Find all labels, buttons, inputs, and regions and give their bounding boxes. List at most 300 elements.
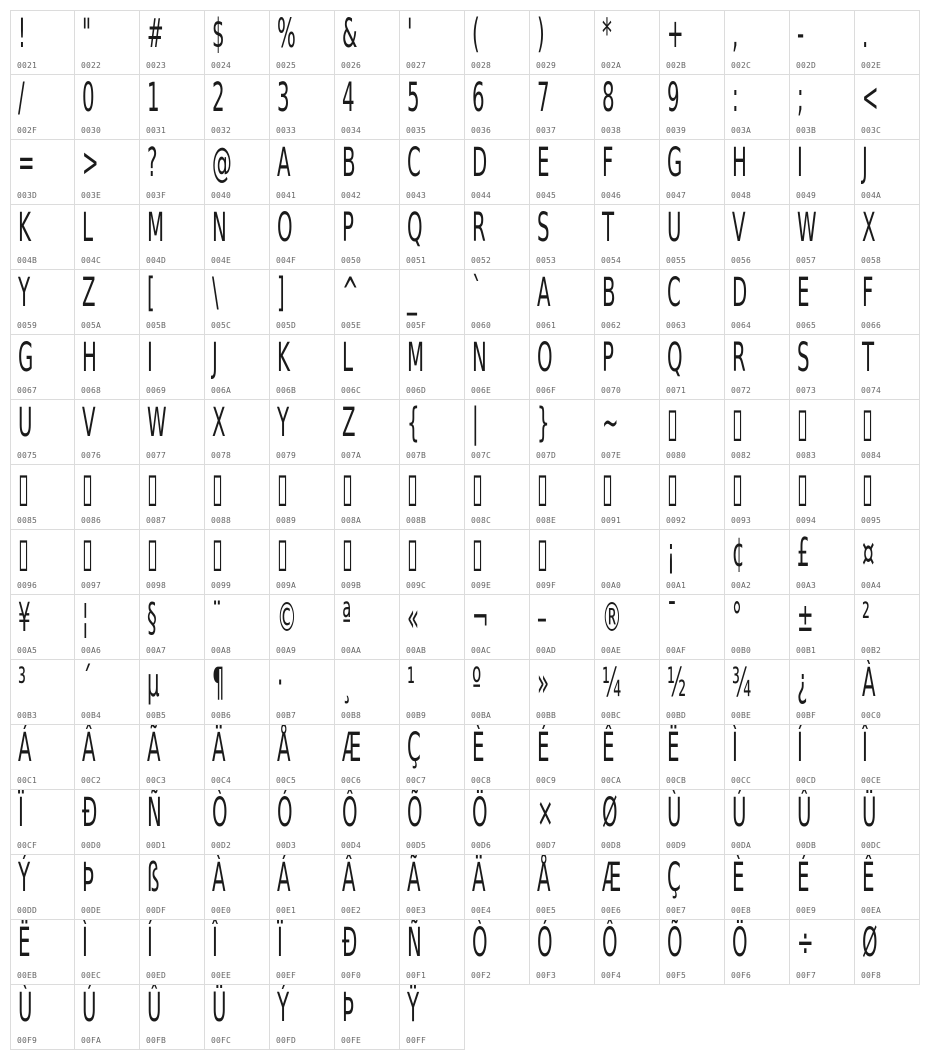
glyph-character: U <box>18 400 33 446</box>
glyph-cell <box>465 920 530 985</box>
glyph-code: 005C <box>211 321 232 330</box>
glyph-code: 00C2 <box>81 776 102 785</box>
glyph-character: $ <box>212 11 225 57</box>
glyph-cell <box>270 140 335 205</box>
glyph-character: " <box>82 11 92 57</box>
glyph-character: · <box>277 660 284 706</box>
glyph-code: 0042 <box>341 191 362 200</box>
glyph-character: O <box>277 205 293 251</box>
glyph-cell <box>790 660 855 725</box>
glyph-character: [ <box>147 270 155 316</box>
glyph-character: Ô <box>602 920 618 966</box>
glyph-code: 0070 <box>601 386 622 395</box>
glyph-cell <box>465 790 530 855</box>
glyph-character: ¤ <box>862 530 875 576</box>
glyph-character: ~ <box>602 400 619 446</box>
glyph-character: V <box>82 400 96 446</box>
glyph-character: Ä <box>472 855 486 901</box>
glyph-code: 0077 <box>146 451 167 460</box>
glyph-cell <box>10 855 75 920</box>
glyph-cell <box>530 790 595 855</box>
glyph-cell <box>725 270 790 335</box>
glyph-character: \ <box>212 270 219 316</box>
glyph-character: Ó <box>277 790 293 836</box>
glyph-cell <box>335 335 400 400</box>
glyph-code: 00EB <box>17 971 38 980</box>
glyph-character: Å <box>277 725 291 771</box>
glyph-code: 00A8 <box>211 646 232 655</box>
glyph-cell <box>140 660 205 725</box>
glyph-cell <box>465 855 530 920</box>
glyph-character: Ø <box>862 920 878 966</box>
glyph-code: 0043 <box>406 191 427 200</box>
glyph-code: 0092 <box>666 516 687 525</box>
glyph-character: Ù <box>667 790 682 836</box>
glyph-cell <box>790 270 855 335</box>
glyph-character: 6 <box>472 75 485 121</box>
glyph-code: 00D5 <box>406 841 427 850</box>
glyph-cell <box>595 725 660 790</box>
glyph-character: V <box>732 205 746 251</box>
glyph-cell <box>270 985 335 1050</box>
glyph-code: 0024 <box>211 61 232 70</box>
glyph-code: 00DF <box>146 906 167 915</box>
glyph-code: 005A <box>81 321 102 330</box>
glyph-code: 00F5 <box>666 971 687 980</box>
glyph-cell <box>205 205 270 270</box>
glyph-character: ▯ <box>862 465 873 511</box>
glyph-code: 00C6 <box>341 776 362 785</box>
glyph-code: 005F <box>406 321 427 330</box>
glyph-code: 00C1 <box>17 776 38 785</box>
glyph-character: ▯ <box>18 530 29 576</box>
glyph-code: 00DE <box>81 906 102 915</box>
glyph-code: 0060 <box>471 321 492 330</box>
glyph-character: Ü <box>862 790 877 836</box>
glyph-code: 0088 <box>211 516 232 525</box>
glyph-character: } <box>537 400 550 446</box>
glyph-character: ▯ <box>472 530 483 576</box>
glyph-code: 00E2 <box>341 906 362 915</box>
glyph-cell <box>10 335 75 400</box>
glyph-cell <box>790 790 855 855</box>
glyph-cell <box>75 595 140 660</box>
glyph-cell <box>205 920 270 985</box>
glyph-character: « <box>407 595 420 641</box>
glyph-cell <box>400 205 465 270</box>
glyph-code: 00AA <box>341 646 362 655</box>
glyph-code: 0023 <box>146 61 167 70</box>
glyph-code: 0074 <box>861 386 882 395</box>
glyph-code: 002E <box>861 61 882 70</box>
glyph-character: ▯ <box>537 465 548 511</box>
glyph-cell <box>140 725 205 790</box>
glyph-cell <box>725 855 790 920</box>
glyph-code: 002A <box>601 61 622 70</box>
glyph-code: 0087 <box>146 516 167 525</box>
glyph-cell <box>855 205 920 270</box>
glyph-code: 002F <box>17 126 38 135</box>
glyph-code: 0058 <box>861 256 882 265</box>
glyph-character: ▯ <box>732 465 743 511</box>
glyph-character: > <box>82 140 99 186</box>
glyph-code: 005D <box>276 321 297 330</box>
glyph-cell <box>10 985 75 1050</box>
glyph-character: . <box>862 11 869 57</box>
glyph-code: 00FC <box>211 1036 232 1045</box>
glyph-character: 8 <box>602 75 615 121</box>
glyph-code: 00D4 <box>341 841 362 850</box>
glyph-cell <box>465 725 530 790</box>
glyph-cell <box>400 985 465 1050</box>
glyph-character: ¢ <box>732 530 745 576</box>
glyph-code: 0062 <box>601 321 622 330</box>
glyph-cell <box>335 660 400 725</box>
glyph-character: ¿ <box>797 660 808 706</box>
glyph-code: 006D <box>406 386 427 395</box>
glyph-code: 00B3 <box>17 711 38 720</box>
glyph-character: H <box>82 335 97 381</box>
glyph-code: 00EA <box>861 906 882 915</box>
glyph-cell <box>270 660 335 725</box>
glyph-character: È <box>472 725 485 771</box>
glyph-code: 003B <box>796 126 817 135</box>
glyph-character: ¯ <box>667 595 677 641</box>
glyph-cell <box>205 270 270 335</box>
glyph-cell <box>790 595 855 660</box>
glyph-code: 008E <box>536 516 557 525</box>
glyph-code: 00BC <box>601 711 622 720</box>
glyph-code: 0039 <box>666 126 687 135</box>
glyph-character: { <box>407 400 420 446</box>
glyph-cell <box>335 400 400 465</box>
glyph-code: 00EE <box>211 971 232 980</box>
glyph-character: R <box>472 205 486 251</box>
glyph-cell <box>855 790 920 855</box>
glyph-character: * <box>602 11 612 57</box>
glyph-cell <box>400 140 465 205</box>
glyph-cell <box>335 855 400 920</box>
glyph-character: ? <box>147 140 158 186</box>
glyph-cell <box>465 270 530 335</box>
glyph-code: 00DC <box>861 841 882 850</box>
glyph-code: 00B0 <box>731 646 752 655</box>
glyph-character: Ò <box>212 790 228 836</box>
glyph-character: Ó <box>537 920 553 966</box>
glyph-character: Î <box>862 725 868 771</box>
glyph-cell <box>725 790 790 855</box>
glyph-cell <box>75 270 140 335</box>
glyph-code: 00AF <box>666 646 687 655</box>
glyph-code: 007B <box>406 451 427 460</box>
glyph-cell <box>205 465 270 530</box>
glyph-cell <box>530 10 595 75</box>
glyph-character: ¾ <box>732 660 752 706</box>
glyph-code: 0091 <box>601 516 622 525</box>
glyph-character: S <box>797 335 810 381</box>
glyph-code: 0055 <box>666 256 687 265</box>
glyph-cell <box>725 530 790 595</box>
glyph-cell <box>725 595 790 660</box>
glyph-code: 0080 <box>666 451 687 460</box>
glyph-character: Ì <box>82 920 88 966</box>
glyph-cell <box>660 790 725 855</box>
glyph-code: 00A1 <box>666 581 687 590</box>
glyph-cell <box>270 335 335 400</box>
glyph-cell <box>400 10 465 75</box>
glyph-code: 00A0 <box>601 581 622 590</box>
glyph-cell <box>270 205 335 270</box>
glyph-character: – <box>537 595 547 641</box>
glyph-code: 00AC <box>471 646 492 655</box>
glyph-cell <box>205 530 270 595</box>
glyph-code: 00CC <box>731 776 752 785</box>
glyph-cell <box>140 985 205 1050</box>
glyph-cell <box>75 465 140 530</box>
glyph-cell <box>660 595 725 660</box>
glyph-character: ^ <box>342 270 359 316</box>
glyph-cell <box>205 725 270 790</box>
glyph-code: 0089 <box>276 516 297 525</box>
glyph-cell <box>725 140 790 205</box>
glyph-cell <box>530 270 595 335</box>
glyph-cell <box>530 140 595 205</box>
glyph-code: 002D <box>796 61 817 70</box>
glyph-code: 0031 <box>146 126 167 135</box>
glyph-character: Q <box>667 335 683 381</box>
glyph-cell <box>140 855 205 920</box>
glyph-cell <box>790 335 855 400</box>
glyph-character: Ï <box>277 920 283 966</box>
glyph-character: < <box>862 75 879 121</box>
glyph-code: 0099 <box>211 581 232 590</box>
glyph-character: X <box>862 205 876 251</box>
glyph-character: ▯ <box>277 465 288 511</box>
glyph-code: 00D3 <box>276 841 297 850</box>
glyph-character: À <box>212 855 226 901</box>
glyph-cell <box>465 75 530 140</box>
glyph-character: À <box>862 660 876 706</box>
glyph-cell <box>660 75 725 140</box>
glyph-code: 00B9 <box>406 711 427 720</box>
glyph-character: G <box>18 335 34 381</box>
glyph-character: 7 <box>537 75 550 121</box>
glyph-character: Ø <box>602 790 618 836</box>
glyph-code: 0067 <box>17 386 38 395</box>
glyph-character: / <box>18 75 25 121</box>
glyph-character: T <box>602 205 615 251</box>
glyph-character: ± <box>797 595 814 641</box>
glyph-character: A <box>537 270 551 316</box>
glyph-code: 0056 <box>731 256 752 265</box>
glyph-code: 007D <box>536 451 557 460</box>
glyph-character: W <box>797 205 817 251</box>
glyph-cell <box>205 75 270 140</box>
glyph-cell <box>855 530 920 595</box>
glyph-cell <box>725 205 790 270</box>
glyph-cell <box>270 530 335 595</box>
glyph-cell <box>140 790 205 855</box>
glyph-character: ▯ <box>342 465 353 511</box>
glyph-character: ¼ <box>602 660 622 706</box>
glyph-code: 00C5 <box>276 776 297 785</box>
glyph-cell <box>855 10 920 75</box>
glyph-character: R <box>732 335 746 381</box>
glyph-cell <box>595 270 660 335</box>
glyph-cell <box>205 400 270 465</box>
glyph-code: 0041 <box>276 191 297 200</box>
glyph-character: Ã <box>147 725 161 771</box>
glyph-cell <box>530 595 595 660</box>
glyph-code: 0093 <box>731 516 752 525</box>
glyph-cell <box>75 530 140 595</box>
glyph-code: 0032 <box>211 126 232 135</box>
glyph-character: D <box>472 140 488 186</box>
glyph-code: 009E <box>471 581 492 590</box>
glyph-cell <box>140 10 205 75</box>
glyph-character: ® <box>602 595 622 641</box>
glyph-code: 003E <box>81 191 102 200</box>
glyph-code: 0073 <box>796 386 817 395</box>
glyph-code: 0053 <box>536 256 557 265</box>
glyph-character: Ò <box>472 920 488 966</box>
glyph-cell <box>400 400 465 465</box>
glyph-character: Ð <box>342 920 358 966</box>
glyph-character: Y <box>277 400 290 446</box>
glyph-cell <box>270 920 335 985</box>
glyph-cell <box>790 920 855 985</box>
glyph-character: D <box>732 270 748 316</box>
glyph-code: 0098 <box>146 581 167 590</box>
glyph-code: 009F <box>536 581 557 590</box>
glyph-code: 00C0 <box>861 711 882 720</box>
glyph-character: H <box>732 140 747 186</box>
glyph-cell <box>205 855 270 920</box>
glyph-cell <box>335 75 400 140</box>
glyph-character: Þ <box>342 985 354 1031</box>
glyph-character: P <box>342 205 354 251</box>
glyph-character: ▯ <box>82 530 93 576</box>
glyph-cell <box>530 75 595 140</box>
glyph-character: K <box>277 335 290 381</box>
glyph-character: » <box>537 660 550 706</box>
glyph-character: M <box>407 335 425 381</box>
glyph-code: 00E3 <box>406 906 427 915</box>
glyph-character: ▯ <box>732 400 743 446</box>
glyph-code: 00CD <box>796 776 817 785</box>
glyph-character: ▯ <box>797 400 808 446</box>
glyph-character: Ä <box>212 725 226 771</box>
glyph-character: J <box>212 335 218 381</box>
glyph-cell <box>10 660 75 725</box>
glyph-code: 00FE <box>341 1036 362 1045</box>
glyph-cell <box>140 920 205 985</box>
glyph-cell <box>530 400 595 465</box>
glyph-code: 00DD <box>17 906 38 915</box>
glyph-code: 005B <box>146 321 167 330</box>
glyph-code: 004F <box>276 256 297 265</box>
glyph-code: 009A <box>276 581 297 590</box>
glyph-character: Æ <box>602 855 622 901</box>
glyph-character: ` <box>472 270 482 316</box>
glyph-code: 00EF <box>276 971 297 980</box>
glyph-character: 5 <box>407 75 420 121</box>
glyph-code: 00CF <box>17 841 38 850</box>
glyph-code: 00F1 <box>406 971 427 980</box>
glyph-cell <box>530 855 595 920</box>
glyph-code: 0059 <box>17 321 38 330</box>
glyph-character: F <box>862 270 874 316</box>
glyph-cell <box>205 10 270 75</box>
glyph-character: I <box>147 335 153 381</box>
glyph-character: ▯ <box>82 465 93 511</box>
glyph-cell <box>595 920 660 985</box>
glyph-cell <box>595 660 660 725</box>
glyph-cell <box>725 10 790 75</box>
glyph-cell <box>10 530 75 595</box>
glyph-character: E <box>537 140 550 186</box>
glyph-code: 003C <box>861 126 882 135</box>
glyph-cell <box>855 400 920 465</box>
glyph-code: 00FD <box>276 1036 297 1045</box>
glyph-code: 00FB <box>146 1036 167 1045</box>
glyph-code: 00D1 <box>146 841 167 850</box>
glyph-cell <box>75 855 140 920</box>
glyph-character: Ü <box>212 985 227 1031</box>
glyph-cell <box>530 465 595 530</box>
glyph-code: 008A <box>341 516 362 525</box>
glyph-code: 0044 <box>471 191 492 200</box>
glyph-code: 0063 <box>666 321 687 330</box>
glyph-cell <box>75 205 140 270</box>
glyph-code: 003A <box>731 126 752 135</box>
glyph-code: 0066 <box>861 321 882 330</box>
glyph-character: W <box>147 400 167 446</box>
glyph-character: Ï <box>18 790 24 836</box>
glyph-character: Á <box>18 725 32 771</box>
glyph-code: 0071 <box>666 386 687 395</box>
glyph-character: C <box>667 270 681 316</box>
glyph-character: ▯ <box>862 400 873 446</box>
glyph-code: 0049 <box>796 191 817 200</box>
glyph-character: Ù <box>18 985 33 1031</box>
glyph-cell <box>335 985 400 1050</box>
glyph-code: 00C8 <box>471 776 492 785</box>
glyph-code: 00B1 <box>796 646 817 655</box>
glyph-cell <box>660 465 725 530</box>
glyph-code: 00D6 <box>471 841 492 850</box>
glyph-code: 0068 <box>81 386 102 395</box>
glyph-cell <box>465 660 530 725</box>
glyph-code: 0022 <box>81 61 102 70</box>
glyph-cell <box>790 725 855 790</box>
glyph-character: ▯ <box>407 465 418 511</box>
glyph-cell <box>75 140 140 205</box>
glyph-character: ß <box>147 855 160 901</box>
glyph-cell <box>465 205 530 270</box>
glyph-cell <box>335 790 400 855</box>
glyph-character: Û <box>147 985 162 1031</box>
glyph-character: Ë <box>667 725 680 771</box>
glyph-character: Q <box>407 205 423 251</box>
glyph-character: ▯ <box>147 465 158 511</box>
glyph-character: Õ <box>407 790 423 836</box>
glyph-character: Ã <box>407 855 421 901</box>
glyph-cell <box>530 335 595 400</box>
glyph-code: 00E0 <box>211 906 232 915</box>
glyph-code: 00C9 <box>536 776 557 785</box>
glyph-code: 00DA <box>731 841 752 850</box>
